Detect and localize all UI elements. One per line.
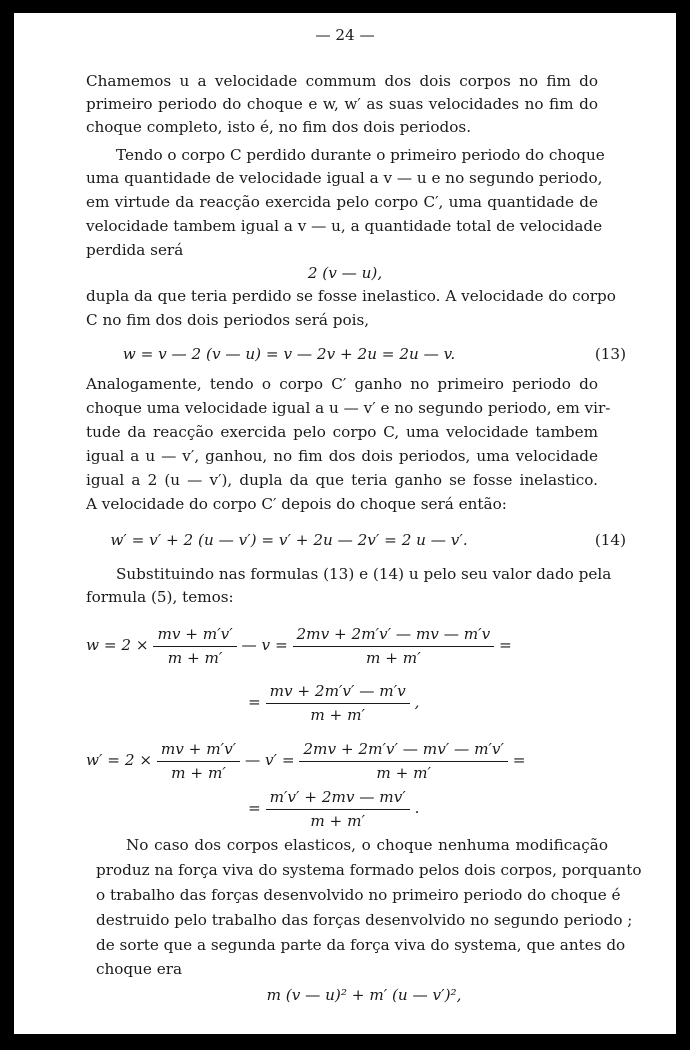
equation-wprime-line1 [86, 733, 526, 787]
equation: w = v — 2 (v — u) = v — 2v + 2u = 2u — v. [122, 345, 456, 363]
equation: w′ = v′ + 2 (u — v′) = v′ + 2u — 2v′ = 2 u — v′. [110, 531, 468, 549]
text-line: formula (5), temos: [86, 588, 234, 606]
fraction-numerator: mv + m′v′ [153, 625, 236, 647]
fraction-numerator: 2mv + 2m′v′ — mv — m′v [293, 625, 495, 647]
equation-w-line1 [86, 618, 512, 672]
text-line: primeiro periodo do choque e w, w′ as suas velocidades no fim do [86, 95, 598, 113]
eq-w-mid: — v = [241, 636, 288, 654]
fraction [266, 682, 410, 725]
text-line: Substituindo nas formulas (13) e (14) u pelo seu valor dado pela [116, 565, 612, 583]
text-line: o trabalho das forças desenvolvido no primeiro periodo do choque é [96, 886, 621, 904]
text-line: choque uma velocidade igual a u — v′ e no segundo periodo, em vir- [86, 399, 611, 417]
fraction-denominator: m + m′ [310, 705, 365, 724]
equation-wprime-line2 [248, 781, 419, 835]
eq-wp-end: = [512, 751, 526, 769]
fraction [293, 625, 495, 668]
eq-w-line2-end: , [414, 693, 420, 711]
text-line: produz na força viva do systema formado pelos dois corpos, porquanto [96, 861, 642, 879]
text-line: C no fim dos dois periodos será pois, [86, 311, 370, 329]
eq-w-line2-start: = [248, 693, 261, 711]
fraction [157, 740, 240, 783]
book-page [14, 13, 676, 1034]
text-line: No caso dos corpos elasticos, o choque nenhuma modificação [126, 836, 608, 854]
text-line: A velocidade do corpo C′ depois do choque será então: [86, 495, 507, 513]
fraction [266, 788, 410, 831]
equation-number: (14) [594, 531, 626, 549]
eq-wp-line2-end: . [414, 799, 420, 817]
fraction-numerator: 2mv + 2m′v′ — mv′ — m′v′ [299, 740, 508, 762]
text-line: destruido pelo trabalho das forças desenvolvido no segundo periodo ; [96, 911, 633, 929]
text-line: tude da reacção exercida pelo corpo C, uma velocidade tambem [86, 423, 598, 441]
eq-wp-lhs: w′ = 2 × [86, 751, 153, 769]
fraction [153, 625, 236, 668]
fraction-denominator: m + m′ [366, 648, 421, 667]
equation-number: (13) [594, 345, 626, 363]
equation: 2 (v — u), [307, 264, 383, 282]
page-number: — 24 — [315, 26, 375, 44]
text-line: Chamemos u a velocidade commum dos dois corpos no fim do [86, 72, 598, 90]
text-line: igual a u — v′, ganhou, no fim dos dois periodos, uma velocidade [86, 447, 598, 465]
text-line: uma quantidade de velocidade igual a v — u e no segundo periodo, [86, 169, 603, 187]
fraction-denominator: m + m′ [376, 763, 431, 782]
text-line: Tendo o corpo C perdido durante o primeiro periodo do choque [116, 146, 605, 164]
fraction-denominator: m + m′ [167, 648, 223, 667]
eq-wp-mid: — v′ = [244, 751, 295, 769]
text-line: de sorte que a segunda parte da força viva do systema, que antes do [96, 936, 626, 954]
fraction-numerator: mv + 2m′v′ — m′v [266, 682, 410, 704]
eq-w-lhs: w = 2 × [86, 636, 149, 654]
fraction [299, 740, 508, 783]
fraction-numerator: m′v′ + 2mv — mv′ [266, 788, 410, 810]
equation-w-line2 [248, 675, 419, 729]
fraction-denominator: m + m′ [310, 811, 365, 830]
equation: m (v — u)² + m′ (u — v′)², [266, 986, 462, 1004]
fraction-numerator: mv + m′v′ [157, 740, 240, 762]
eq-wp-line2-start: = [248, 799, 261, 817]
text-line: choque era [96, 960, 183, 978]
text-line: choque completo, isto é, no fim dos dois periodos. [86, 118, 472, 136]
eq-w-end: = [499, 636, 512, 654]
text-line: velocidade tambem igual a v — u, a quantidade total de velocidade [86, 217, 603, 235]
text-line: perdida será [86, 241, 184, 259]
fraction-denominator: m + m′ [171, 763, 226, 782]
text-line: igual a 2 (u — v′), dupla da que teria ganho se fosse inelastico. [86, 471, 598, 489]
text-line: em virtude da reacção exercida pelo corpo C′, uma quantidade de [86, 193, 598, 211]
text-line: Analogamente, tendo o corpo C′ ganho no primeiro periodo do [86, 375, 598, 393]
text-line: dupla da que teria perdido se fosse inelastico. A velocidade do corpo [86, 287, 616, 305]
